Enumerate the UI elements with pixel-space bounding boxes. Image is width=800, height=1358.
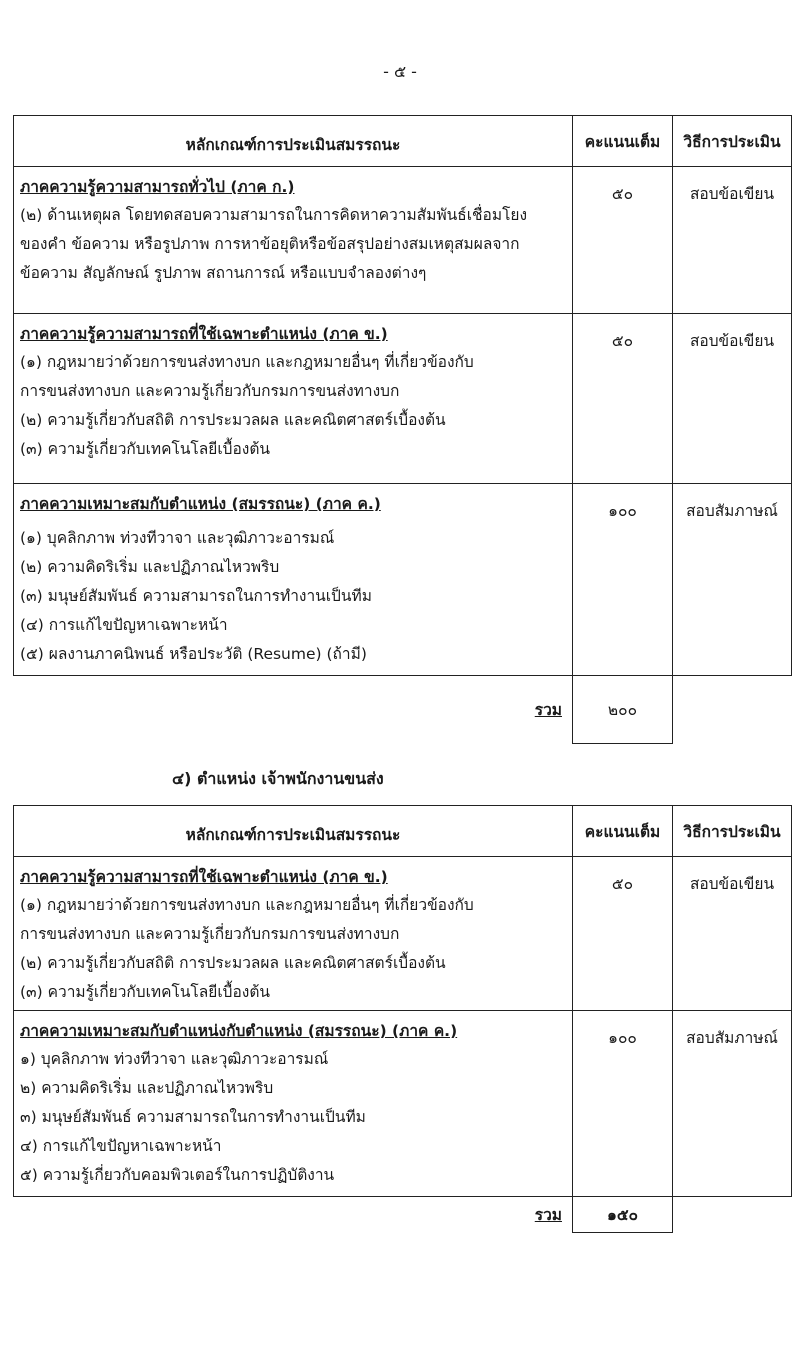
criteria-line: (๓) ความรู้เกี่ยวกับเทคโนโลยีเบื้องต้น [20, 440, 271, 458]
table-header-row [14, 116, 792, 167]
header-method: วิธีการประเมิน [673, 806, 792, 857]
criteria-line: ๔) การแก้ไขปัญหาเฉพาะหน้า [20, 1137, 222, 1155]
section-title: ภาคความเหมาะสมกับตำแหน่ง (สมรรถนะ) (ภาค ค.) [20, 495, 381, 513]
total-row [14, 1197, 792, 1233]
total-label: รวม [534, 1206, 562, 1225]
total-label: รวม [534, 701, 562, 720]
total-blank [673, 1197, 792, 1233]
table-row [14, 857, 792, 1011]
score-cell: ๑๐๐ [573, 1011, 673, 1197]
criteria-cell [14, 167, 573, 314]
total-blank [673, 676, 792, 744]
criteria-cell [14, 857, 573, 1011]
method-cell: สอบข้อเขียน [673, 314, 792, 484]
criteria-table-2 [13, 805, 792, 1233]
criteria-line: (๑) กฎหมายว่าด้วยการขนส่งทางบก และกฎหมายอื่นๆ ที่เกี่ยวข้องกับ [20, 896, 474, 914]
criteria-line: ข้อความ สัญลักษณ์ รูปภาพ สถานการณ์ หรือแบบจำลองต่างๆ [20, 264, 427, 282]
criteria-line: ๕) ความรู้เกี่ยวกับคอมพิวเตอร์ในการปฏิบัติงาน [20, 1166, 335, 1184]
method-cell: สอบข้อเขียน [673, 857, 792, 1011]
criteria-line: ๓) มนุษย์สัมพันธ์ ความสามารถในการทำงานเป็นทีม [20, 1108, 366, 1126]
table-header-row [14, 806, 792, 857]
criteria-line: (๕) ผลงานภาคนิพนธ์ หรือประวัติ (Resume) (ถ้ามี) [20, 645, 367, 663]
criteria-line: การขนส่งทางบก และความรู้เกี่ยวกับกรมการขนส่งทางบก [20, 925, 400, 943]
criteria-line: (๓) มนุษย์สัมพันธ์ ความสามารถในการทำงานเป็นทีม [20, 587, 372, 605]
table-row [14, 484, 792, 676]
criteria-cell [14, 1011, 573, 1197]
total-score: ๑๕๐ [573, 1197, 673, 1233]
header-full-score: คะแนนเต็ม [573, 806, 673, 857]
criteria-table-1 [13, 115, 792, 744]
total-label-cell [14, 1197, 573, 1233]
method-cell: สอบข้อเขียน [673, 167, 792, 314]
criteria-cell [14, 314, 573, 484]
method-cell: สอบสัมภาษณ์ [673, 1011, 792, 1197]
score-cell: ๕๐ [573, 314, 673, 484]
score-cell: ๑๐๐ [573, 484, 673, 676]
criteria-cell [14, 484, 573, 676]
page-number: - ๕ - [383, 62, 417, 81]
score-cell: ๕๐ [573, 857, 673, 1011]
section-title: ภาคความเหมาะสมกับตำแหน่งกับตำแหน่ง (สมรรถนะ) (ภาค ค.) [20, 1022, 458, 1040]
criteria-line: ของคำ ข้อความ หรือรูปภาพ การหาข้อยุติหรือข้อสรุปอย่างสมเหตุสมผลจาก [20, 235, 520, 253]
criteria-line: (๔) การแก้ไขปัญหาเฉพาะหน้า [20, 616, 228, 634]
criteria-line: การขนส่งทางบก และความรู้เกี่ยวกับกรมการขนส่งทางบก [20, 382, 400, 400]
header-method: วิธีการประเมิน [673, 116, 792, 167]
section-title: ภาคความรู้ความสามารถที่ใช้เฉพาะตำแหน่ง (ภาค ข.) [20, 325, 388, 343]
table-row [14, 314, 792, 484]
criteria-line: (๒) ความรู้เกี่ยวกับสถิติ การประมวลผล และคณิตศาสตร์เบื้องต้น [20, 411, 446, 429]
score-cell: ๕๐ [573, 167, 673, 314]
table-row [14, 1011, 792, 1197]
criteria-line: (๒) ด้านเหตุผล โดยทดสอบความสามารถในการคิดหาความสัมพันธ์เชื่อมโยง [20, 206, 528, 224]
criteria-line: (๒) ความคิดริเริ่ม และปฏิภาณไหวพริบ [20, 558, 280, 576]
criteria-line: (๓) ความรู้เกี่ยวกับเทคโนโลยีเบื้องต้น [20, 983, 271, 1001]
header-full-score: คะแนนเต็ม [573, 116, 673, 167]
position-heading: ๔) ตำแหน่ง เจ้าพนักงานขนส่ง [172, 769, 384, 788]
table-row [14, 167, 792, 314]
section-title: ภาคความรู้ความสามารถที่ใช้เฉพาะตำแหน่ง (ภาค ข.) [20, 868, 388, 886]
total-label-cell [14, 676, 573, 744]
total-score: ๒๐๐ [573, 676, 673, 744]
header-criteria: หลักเกณฑ์การประเมินสมรรถนะ [14, 116, 573, 167]
method-cell: สอบสัมภาษณ์ [673, 484, 792, 676]
criteria-line: (๑) บุคลิกภาพ ท่วงทีวาจา และวุฒิภาวะอารมณ์ [20, 529, 335, 547]
header-criteria: หลักเกณฑ์การประเมินสมรรถนะ [14, 806, 573, 857]
criteria-line: (๒) ความรู้เกี่ยวกับสถิติ การประมวลผล และคณิตศาสตร์เบื้องต้น [20, 954, 446, 972]
criteria-line: ๒) ความคิดริเริ่ม และปฏิภาณไหวพริบ [20, 1079, 274, 1097]
section-title: ภาคความรู้ความสามารถทั่วไป (ภาค ก.) [20, 178, 295, 196]
total-row [14, 676, 792, 744]
criteria-line: ๑) บุคลิกภาพ ท่วงทีวาจา และวุฒิภาวะอารมณ์ [20, 1050, 329, 1068]
criteria-line: (๑) กฎหมายว่าด้วยการขนส่งทางบก และกฎหมายอื่นๆ ที่เกี่ยวข้องกับ [20, 353, 474, 371]
